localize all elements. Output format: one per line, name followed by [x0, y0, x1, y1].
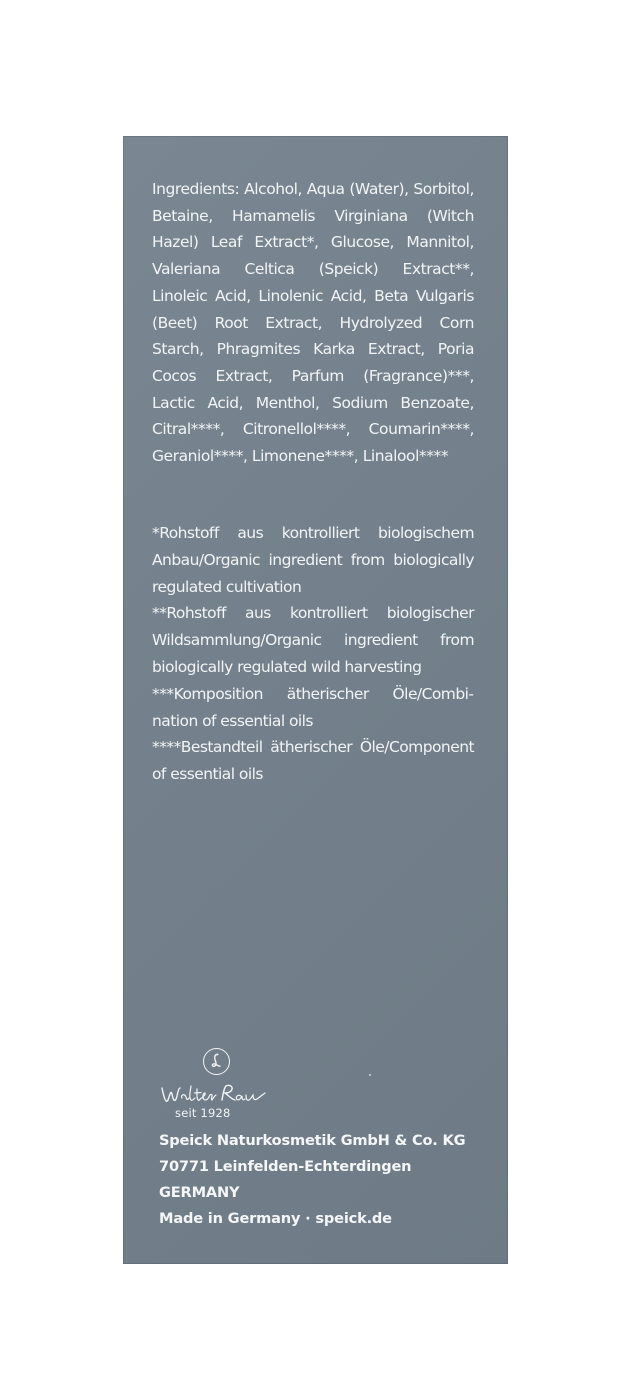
founded-year: seit 1928 — [175, 1106, 231, 1120]
footnotes — [152, 520, 474, 788]
footnote-essential-oils-component: ****Bestandteil ätherischer Öle/Component of essential oils — [152, 738, 474, 784]
company-city: 70771 Leinfelden-Echterdingen — [159, 1158, 412, 1175]
company-name: Speick Naturkosmetik GmbH & Co. KG — [159, 1132, 466, 1149]
label-panel — [123, 136, 508, 1264]
footnote-wild-harvest: **Rohstoff aus kontrolliert biologischer Wildsammlung/Organic ingredient from biologically regulated wild harvesting — [152, 604, 474, 676]
company-country: GERMANY — [159, 1184, 240, 1201]
brand-logo-icon — [203, 1048, 230, 1075]
footnote-organic: *Rohstoff aus kontrolliert biologischem Anbau/Organic ingredient from biologically regulated cultivation — [152, 524, 474, 596]
ingredients-text: Ingredients: Alcohol, Aqua (Water), Sorbitol, Betaine, Hamamelis Virginiana (Witch Hazel) Leaf Extract*, Glucose, Mannitol, Valeriana Celtica (Speick) Extract**, Linoleic Acid, Linolenic Acid, Beta Vulgaris (Beet) Root Extract, Hydrolyzed Corn Starch, Phragmites Karka Extract, Poria Cocos Extract, Parfum (Fragrance)***, Lactic Acid, Menthol, Sodium Benzoate, Citral****, Citronellol****, Coumarin****, Geraniol****, Limonene****, Linalool**** — [152, 180, 474, 466]
footnote-essential-oils-combination: ***Komposition ätherischer Öle/Combination of essential oils — [152, 684, 474, 730]
manufacturer-address — [159, 1128, 499, 1232]
made-in-line: Made in Germany · speick.de — [159, 1210, 392, 1227]
surface-speck — [369, 1074, 371, 1076]
